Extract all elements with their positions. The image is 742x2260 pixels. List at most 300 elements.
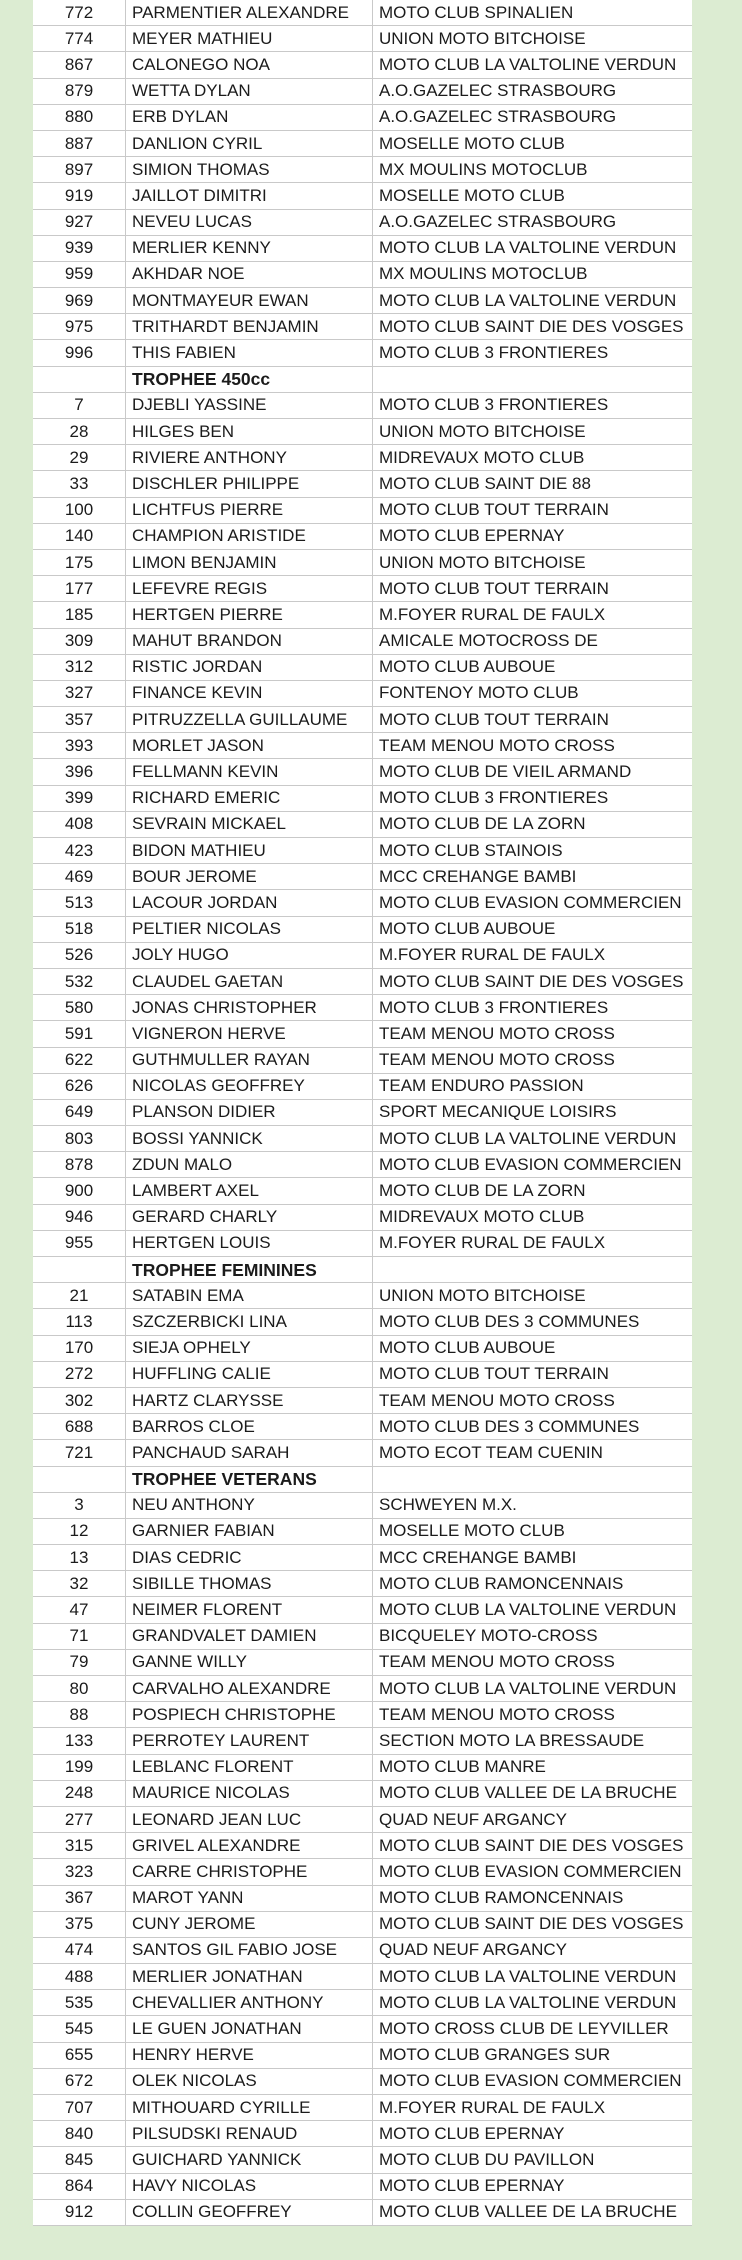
- club-name-cell: MOTO CLUB 3 FRONTIERES: [373, 785, 693, 811]
- rider-number-cell: 199: [33, 1754, 126, 1780]
- rider-number-cell: 591: [33, 1021, 126, 1047]
- table-row: [33, 471, 692, 497]
- club-name-cell: TEAM MENOU MOTO CROSS: [373, 733, 693, 759]
- club-name-cell: MOTO CLUB SPINALIEN: [373, 0, 693, 26]
- table-row: [33, 340, 692, 366]
- club-name-cell: MIDREVAUX MOTO CLUB: [373, 445, 693, 471]
- table-row: [33, 1833, 692, 1859]
- table-row: [33, 183, 692, 209]
- rider-name-cell: HAVY NICOLAS: [126, 2173, 373, 2199]
- club-name-cell: SPORT MECANIQUE LOISIRS: [373, 1099, 693, 1125]
- rider-name-cell: SIMION THOMAS: [126, 157, 373, 183]
- rider-name-cell: PELTIER NICOLAS: [126, 916, 373, 942]
- table-row: [33, 811, 692, 837]
- club-name-cell: AMICALE MOTOCROSS DE: [373, 628, 693, 654]
- table-row: [33, 2199, 692, 2225]
- table-row: [33, 1545, 692, 1571]
- club-name-cell: MOTO CLUB LA VALTOLINE VERDUN: [373, 1126, 693, 1152]
- rider-number-cell: 626: [33, 1073, 126, 1099]
- rider-number-cell: 897: [33, 157, 126, 183]
- club-name-cell: SCHWEYEN M.X.: [373, 1492, 693, 1518]
- table-row: [33, 1204, 692, 1230]
- club-name-cell: MOTO CLUB SAINT DIE DES VOSGES: [373, 314, 693, 340]
- rider-name-cell: SIEJA OPHELY: [126, 1335, 373, 1361]
- club-name-cell: MOTO CLUB EVASION COMMERCIEN: [373, 890, 693, 916]
- rider-number-cell: 13: [33, 1545, 126, 1571]
- table-row: [33, 680, 692, 706]
- table-row: [33, 1283, 692, 1309]
- table-row: [33, 1099, 692, 1125]
- club-name-cell: TEAM MENOU MOTO CROSS: [373, 1021, 693, 1047]
- rider-number-cell: 80: [33, 1676, 126, 1702]
- club-name-cell: MOTO CLUB SAINT DIE DES VOSGES: [373, 1911, 693, 1937]
- table-row: [33, 314, 692, 340]
- club-name-cell: TEAM ENDURO PASSION: [373, 1073, 693, 1099]
- rider-number-cell: 975: [33, 314, 126, 340]
- table-row: [33, 1806, 692, 1832]
- club-name-cell: MOTO CLUB DE VIEIL ARMAND: [373, 759, 693, 785]
- rider-name-cell: RICHARD EMERIC: [126, 785, 373, 811]
- rider-number-cell: 12: [33, 1518, 126, 1544]
- rider-name-cell: GUICHARD YANNICK: [126, 2147, 373, 2173]
- club-name-cell: MOTO CLUB DES 3 COMMUNES: [373, 1414, 693, 1440]
- table-row: [33, 890, 692, 916]
- rider-name-cell: WETTA DYLAN: [126, 78, 373, 104]
- rider-number-cell: 393: [33, 733, 126, 759]
- club-name-cell: MOTO ECOT TEAM CUENIN: [373, 1440, 693, 1466]
- rider-name-cell: LE GUEN JONATHAN: [126, 2016, 373, 2042]
- club-name-cell: MOSELLE MOTO CLUB: [373, 130, 693, 156]
- rider-name-cell: THIS FABIEN: [126, 340, 373, 366]
- club-name-cell: MOTO CLUB TOUT TERRAIN: [373, 707, 693, 733]
- rider-name-cell: CARRE CHRISTOPHE: [126, 1859, 373, 1885]
- rider-number-cell: 375: [33, 1911, 126, 1937]
- table-row: [33, 942, 692, 968]
- rider-number-cell: 772: [33, 0, 126, 26]
- rider-number-cell: 672: [33, 2068, 126, 2094]
- rider-name-cell: COLLIN GEOFFREY: [126, 2199, 373, 2225]
- rider-name-cell: CARVALHO ALEXANDRE: [126, 1676, 373, 1702]
- rider-name-cell: PARMENTIER ALEXANDRE: [126, 0, 373, 26]
- rider-number-cell: 315: [33, 1833, 126, 1859]
- table-row: [33, 733, 692, 759]
- rider-name-cell: SATABIN EMA: [126, 1283, 373, 1309]
- rider-number-cell: 469: [33, 864, 126, 890]
- club-name-cell: MX MOULINS MOTOCLUB: [373, 157, 693, 183]
- club-name-cell: MOTO CLUB LA VALTOLINE VERDUN: [373, 1990, 693, 2016]
- rider-name-cell: HILGES BEN: [126, 419, 373, 445]
- rider-number-cell: 867: [33, 52, 126, 78]
- table-row: [33, 1990, 692, 2016]
- table-row: [33, 1623, 692, 1649]
- rider-number-cell: 721: [33, 1440, 126, 1466]
- club-name-cell: MOTO CLUB EPERNAY: [373, 523, 693, 549]
- club-name-cell: MOTO CLUB LA VALTOLINE VERDUN: [373, 1676, 693, 1702]
- club-name-cell: TEAM MENOU MOTO CROSS: [373, 1387, 693, 1413]
- rider-name-cell: CUNY JEROME: [126, 1911, 373, 1937]
- table-row: [33, 1492, 692, 1518]
- rider-number-cell: 526: [33, 942, 126, 968]
- rider-name-cell: MAHUT BRANDON: [126, 628, 373, 654]
- rider-name-cell: RIVIERE ANTHONY: [126, 445, 373, 471]
- rider-name-cell: ZDUN MALO: [126, 1152, 373, 1178]
- club-name-cell: UNION MOTO BITCHOISE: [373, 1283, 693, 1309]
- table-row: [33, 104, 692, 130]
- club-name-cell: MOTO CLUB DE LA ZORN: [373, 811, 693, 837]
- rider-name-cell: NEVEU LUCAS: [126, 209, 373, 235]
- club-name-cell: MCC CREHANGE BAMBI: [373, 864, 693, 890]
- table-row: [33, 392, 692, 418]
- table-row: [33, 2147, 692, 2173]
- rider-number-cell: 969: [33, 288, 126, 314]
- rider-name-cell: BARROS CLOE: [126, 1414, 373, 1440]
- club-name-cell: MOTO CLUB EVASION COMMERCIEN: [373, 1152, 693, 1178]
- rider-name-cell: MERLIER KENNY: [126, 235, 373, 261]
- rider-number-cell: 302: [33, 1387, 126, 1413]
- club-name-cell: [373, 1257, 693, 1283]
- rider-number-cell: 248: [33, 1780, 126, 1806]
- section-title: TROPHEE FEMININES: [126, 1257, 373, 1283]
- rider-name-cell: LAMBERT AXEL: [126, 1178, 373, 1204]
- rider-number-cell: 29: [33, 445, 126, 471]
- rider-number-cell: 277: [33, 1806, 126, 1832]
- club-name-cell: M.FOYER RURAL DE FAULX: [373, 1230, 693, 1256]
- rider-name-cell: CLAUDEL GAETAN: [126, 968, 373, 994]
- table-row: [33, 1754, 692, 1780]
- table-row: [33, 1597, 692, 1623]
- rider-name-cell: PANCHAUD SARAH: [126, 1440, 373, 1466]
- club-name-cell: MOTO CLUB LA VALTOLINE VERDUN: [373, 235, 693, 261]
- club-name-cell: MX MOULINS MOTOCLUB: [373, 261, 693, 287]
- table-row: [33, 995, 692, 1021]
- table-row: [33, 130, 692, 156]
- club-name-cell: MOSELLE MOTO CLUB: [373, 183, 693, 209]
- rider-name-cell: BOUR JEROME: [126, 864, 373, 890]
- rider-name-cell: GRIVEL ALEXANDRE: [126, 1833, 373, 1859]
- rider-name-cell: HARTZ CLARYSSE: [126, 1387, 373, 1413]
- table-row: [33, 1230, 692, 1256]
- rider-name-cell: GUTHMULLER RAYAN: [126, 1047, 373, 1073]
- table-row: [33, 576, 692, 602]
- rider-name-cell: LIMON BENJAMIN: [126, 549, 373, 575]
- club-name-cell: TEAM MENOU MOTO CROSS: [373, 1702, 693, 1728]
- rider-number-cell: 774: [33, 26, 126, 52]
- table-row: [33, 1335, 692, 1361]
- rider-name-cell: NEIMER FLORENT: [126, 1597, 373, 1623]
- table-row: [33, 288, 692, 314]
- club-name-cell: MOSELLE MOTO CLUB: [373, 1518, 693, 1544]
- club-name-cell: MOTO CLUB EVASION COMMERCIEN: [373, 2068, 693, 2094]
- rider-number-cell: 946: [33, 1204, 126, 1230]
- table-row: [33, 1152, 692, 1178]
- club-name-cell: MOTO CLUB LA VALTOLINE VERDUN: [373, 1597, 693, 1623]
- club-name-cell: MIDREVAUX MOTO CLUB: [373, 1204, 693, 1230]
- table-row: [33, 523, 692, 549]
- table-row: [33, 157, 692, 183]
- rider-name-cell: JAILLOT DIMITRI: [126, 183, 373, 209]
- club-name-cell: MOTO CLUB DE LA ZORN: [373, 1178, 693, 1204]
- rider-number-cell: 622: [33, 1047, 126, 1073]
- rider-name-cell: MONTMAYEUR EWAN: [126, 288, 373, 314]
- table-row: [33, 209, 692, 235]
- rider-name-cell: VIGNERON HERVE: [126, 1021, 373, 1047]
- table-row: [33, 1387, 692, 1413]
- rider-number-cell: 545: [33, 2016, 126, 2042]
- rider-number-cell: 423: [33, 838, 126, 864]
- club-name-cell: QUAD NEUF ARGANCY: [373, 1937, 693, 1963]
- rider-number-cell: 912: [33, 2199, 126, 2225]
- rider-number-cell: 939: [33, 235, 126, 261]
- rider-number-cell: 71: [33, 1623, 126, 1649]
- rider-name-cell: DJEBLI YASSINE: [126, 392, 373, 418]
- table-row: [33, 1728, 692, 1754]
- table-row: [33, 628, 692, 654]
- rider-number-cell: 655: [33, 2042, 126, 2068]
- rider-number-cell: 312: [33, 654, 126, 680]
- rider-number-cell: 955: [33, 1230, 126, 1256]
- club-name-cell: MOTO CLUB EVASION COMMERCIEN: [373, 1859, 693, 1885]
- rider-number-cell: [33, 1466, 126, 1492]
- club-name-cell: [373, 366, 693, 392]
- rider-name-cell: NEU ANTHONY: [126, 1492, 373, 1518]
- table-row: [33, 1702, 692, 1728]
- rider-name-cell: JOLY HUGO: [126, 942, 373, 968]
- club-name-cell: MOTO CLUB RAMONCENNAIS: [373, 1571, 693, 1597]
- rider-number-cell: 535: [33, 1990, 126, 2016]
- table-row: [33, 602, 692, 628]
- rider-name-cell: TRITHARDT BENJAMIN: [126, 314, 373, 340]
- rider-name-cell: HENRY HERVE: [126, 2042, 373, 2068]
- club-name-cell: M.FOYER RURAL DE FAULX: [373, 2095, 693, 2121]
- table-row: [33, 1911, 692, 1937]
- rider-name-cell: LACOUR JORDAN: [126, 890, 373, 916]
- rider-number-cell: 707: [33, 2095, 126, 2121]
- club-name-cell: MOTO CLUB 3 FRONTIERES: [373, 995, 693, 1021]
- rider-number-cell: 803: [33, 1126, 126, 1152]
- club-name-cell: M.FOYER RURAL DE FAULX: [373, 602, 693, 628]
- entry-list-table: [33, 0, 692, 2226]
- club-name-cell: MOTO CLUB 3 FRONTIERES: [373, 340, 693, 366]
- table-row: [33, 78, 692, 104]
- rider-number-cell: 959: [33, 261, 126, 287]
- rider-number-cell: 33: [33, 471, 126, 497]
- rider-name-cell: NICOLAS GEOFFREY: [126, 1073, 373, 1099]
- club-name-cell: MOTO CLUB SAINT DIE DES VOSGES: [373, 968, 693, 994]
- table-row: [33, 1440, 692, 1466]
- rider-name-cell: BIDON MATHIEU: [126, 838, 373, 864]
- rider-name-cell: PLANSON DIDIER: [126, 1099, 373, 1125]
- rider-number-cell: 864: [33, 2173, 126, 2199]
- section-title: TROPHEE 450cc: [126, 366, 373, 392]
- table-row: [33, 26, 692, 52]
- table-row: [33, 235, 692, 261]
- club-name-cell: MOTO CLUB SAINT DIE DES VOSGES: [373, 1833, 693, 1859]
- rider-number-cell: 396: [33, 759, 126, 785]
- club-name-cell: A.O.GAZELEC STRASBOURG: [373, 209, 693, 235]
- club-name-cell: MOTO CLUB AUBOUE: [373, 1335, 693, 1361]
- table-row: [33, 759, 692, 785]
- club-name-cell: FONTENOY MOTO CLUB: [373, 680, 693, 706]
- rider-number-cell: 175: [33, 549, 126, 575]
- table-row: [33, 1361, 692, 1387]
- section-header-row: [33, 1257, 692, 1283]
- rider-name-cell: MAROT YANN: [126, 1885, 373, 1911]
- rider-number-cell: 367: [33, 1885, 126, 1911]
- rider-name-cell: HUFFLING CALIE: [126, 1361, 373, 1387]
- rider-number-cell: [33, 366, 126, 392]
- table-row: [33, 1964, 692, 1990]
- table-row: [33, 1649, 692, 1675]
- table-row: [33, 864, 692, 890]
- table-row: [33, 1021, 692, 1047]
- rider-number-cell: 900: [33, 1178, 126, 1204]
- rider-number-cell: 79: [33, 1649, 126, 1675]
- club-name-cell: MCC CREHANGE BAMBI: [373, 1545, 693, 1571]
- table-row: [33, 968, 692, 994]
- table-row: [33, 1571, 692, 1597]
- rider-name-cell: DISCHLER PHILIPPE: [126, 471, 373, 497]
- table-row: [33, 654, 692, 680]
- rider-number-cell: 7: [33, 392, 126, 418]
- rider-number-cell: 309: [33, 628, 126, 654]
- rider-name-cell: MEYER MATHIEU: [126, 26, 373, 52]
- rider-number-cell: 919: [33, 183, 126, 209]
- club-name-cell: MOTO CLUB LA VALTOLINE VERDUN: [373, 1964, 693, 1990]
- table-row: [33, 2121, 692, 2147]
- table-row: [33, 838, 692, 864]
- rider-number-cell: 518: [33, 916, 126, 942]
- club-name-cell: A.O.GAZELEC STRASBOURG: [373, 78, 693, 104]
- table-row: [33, 0, 692, 26]
- table-row: [33, 1414, 692, 1440]
- rider-name-cell: MAURICE NICOLAS: [126, 1780, 373, 1806]
- rider-number-cell: 140: [33, 523, 126, 549]
- table-row: [33, 1937, 692, 1963]
- rider-number-cell: 100: [33, 497, 126, 523]
- club-name-cell: UNION MOTO BITCHOISE: [373, 549, 693, 575]
- table-row: [33, 785, 692, 811]
- rider-name-cell: DANLION CYRIL: [126, 130, 373, 156]
- rider-name-cell: PITRUZZELLA GUILLAUME: [126, 707, 373, 733]
- rider-number-cell: 32: [33, 1571, 126, 1597]
- table-row: [33, 497, 692, 523]
- table-row: [33, 1859, 692, 1885]
- rider-number-cell: 113: [33, 1309, 126, 1335]
- club-name-cell: TEAM MENOU MOTO CROSS: [373, 1047, 693, 1073]
- rider-number-cell: [33, 1257, 126, 1283]
- table-row: [33, 261, 692, 287]
- club-name-cell: MOTO CLUB TOUT TERRAIN: [373, 576, 693, 602]
- table-row: [33, 2095, 692, 2121]
- rider-name-cell: DIAS CEDRIC: [126, 1545, 373, 1571]
- rider-name-cell: RISTIC JORDAN: [126, 654, 373, 680]
- rider-number-cell: 880: [33, 104, 126, 130]
- club-name-cell: QUAD NEUF ARGANCY: [373, 1806, 693, 1832]
- rider-name-cell: OLEK NICOLAS: [126, 2068, 373, 2094]
- rider-name-cell: MITHOUARD CYRILLE: [126, 2095, 373, 2121]
- club-name-cell: MOTO CLUB MANRE: [373, 1754, 693, 1780]
- club-name-cell: MOTO CLUB TOUT TERRAIN: [373, 1361, 693, 1387]
- table-row: [33, 916, 692, 942]
- rider-number-cell: 649: [33, 1099, 126, 1125]
- rider-number-cell: 878: [33, 1152, 126, 1178]
- rider-name-cell: LEFEVRE REGIS: [126, 576, 373, 602]
- rider-number-cell: 996: [33, 340, 126, 366]
- rider-number-cell: 323: [33, 1859, 126, 1885]
- section-title: TROPHEE VETERANS: [126, 1466, 373, 1492]
- rider-number-cell: 185: [33, 602, 126, 628]
- rider-number-cell: 272: [33, 1361, 126, 1387]
- table-row: [33, 1047, 692, 1073]
- rider-number-cell: 327: [33, 680, 126, 706]
- table-row: [33, 1073, 692, 1099]
- club-name-cell: TEAM MENOU MOTO CROSS: [373, 1649, 693, 1675]
- table-row: [33, 419, 692, 445]
- rider-name-cell: GERARD CHARLY: [126, 1204, 373, 1230]
- table-row: [33, 2042, 692, 2068]
- club-name-cell: UNION MOTO BITCHOISE: [373, 419, 693, 445]
- club-name-cell: MOTO CLUB EPERNAY: [373, 2121, 693, 2147]
- club-name-cell: MOTO CLUB LA VALTOLINE VERDUN: [373, 52, 693, 78]
- table-row: [33, 1780, 692, 1806]
- club-name-cell: MOTO CLUB 3 FRONTIERES: [373, 392, 693, 418]
- rider-name-cell: HERTGEN LOUIS: [126, 1230, 373, 1256]
- rider-number-cell: 688: [33, 1414, 126, 1440]
- club-name-cell: M.FOYER RURAL DE FAULX: [373, 942, 693, 968]
- rider-number-cell: 399: [33, 785, 126, 811]
- club-name-cell: MOTO CLUB AUBOUE: [373, 916, 693, 942]
- club-name-cell: MOTO CROSS CLUB DE LEYVILLER: [373, 2016, 693, 2042]
- rider-name-cell: BOSSI YANNICK: [126, 1126, 373, 1152]
- club-name-cell: A.O.GAZELEC STRASBOURG: [373, 104, 693, 130]
- club-name-cell: MOTO CLUB GRANGES SUR: [373, 2042, 693, 2068]
- table-row: [33, 445, 692, 471]
- rider-name-cell: SANTOS GIL FABIO JOSE: [126, 1937, 373, 1963]
- rider-name-cell: MORLET JASON: [126, 733, 373, 759]
- rider-number-cell: 408: [33, 811, 126, 837]
- rider-name-cell: LEBLANC FLORENT: [126, 1754, 373, 1780]
- section-header-row: [33, 366, 692, 392]
- rider-number-cell: 3: [33, 1492, 126, 1518]
- club-name-cell: MOTO CLUB AUBOUE: [373, 654, 693, 680]
- rider-number-cell: 927: [33, 209, 126, 235]
- club-name-cell: MOTO CLUB TOUT TERRAIN: [373, 497, 693, 523]
- rider-number-cell: 170: [33, 1335, 126, 1361]
- club-name-cell: MOTO CLUB DES 3 COMMUNES: [373, 1309, 693, 1335]
- rider-name-cell: LEONARD JEAN LUC: [126, 1806, 373, 1832]
- rider-name-cell: FINANCE KEVIN: [126, 680, 373, 706]
- table-row: [33, 1518, 692, 1544]
- rider-name-cell: GANNE WILLY: [126, 1649, 373, 1675]
- rider-number-cell: 840: [33, 2121, 126, 2147]
- club-name-cell: [373, 1466, 693, 1492]
- rider-name-cell: FELLMANN KEVIN: [126, 759, 373, 785]
- rider-name-cell: CALONEGO NOA: [126, 52, 373, 78]
- rider-name-cell: ERB DYLAN: [126, 104, 373, 130]
- rider-name-cell: PERROTEY LAURENT: [126, 1728, 373, 1754]
- club-name-cell: MOTO CLUB SAINT DIE 88: [373, 471, 693, 497]
- table-row: [33, 2016, 692, 2042]
- club-name-cell: UNION MOTO BITCHOISE: [373, 26, 693, 52]
- rider-name-cell: SIBILLE THOMAS: [126, 1571, 373, 1597]
- table-row: [33, 1885, 692, 1911]
- table-row: [33, 2173, 692, 2199]
- club-name-cell: MOTO CLUB VALLEE DE LA BRUCHE: [373, 1780, 693, 1806]
- entry-list-sheet: [33, 0, 692, 2226]
- table-row: [33, 549, 692, 575]
- club-name-cell: MOTO CLUB EPERNAY: [373, 2173, 693, 2199]
- club-name-cell: BICQUELEY MOTO-CROSS: [373, 1623, 693, 1649]
